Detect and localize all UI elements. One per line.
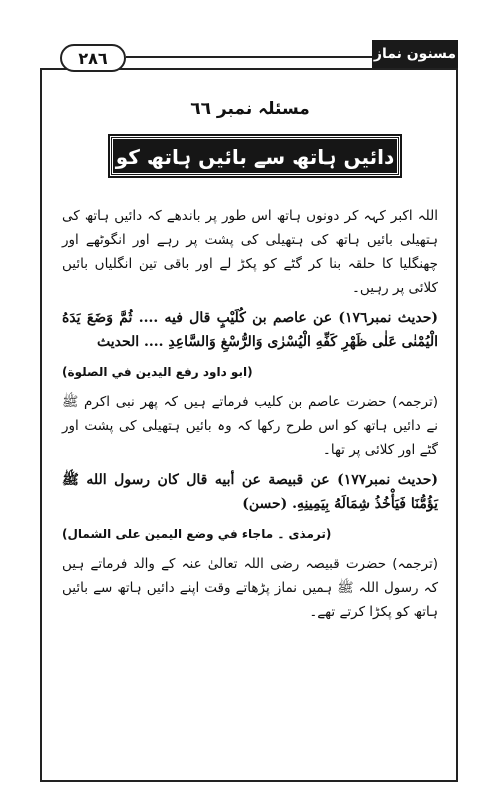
book-title: مسنون نماز حنفی [372,40,458,68]
header-rule [126,56,372,58]
intro-paragraph: اللہ اکبر کہہ کر دونوں ہاتھ اس طور پر باندھے کہ دائیں ہاتھ کی ہتھیلی بائیں ہاتھ کی ہتھیلی کی پشت پر رہے اور انگوٹھے اور چھنگلیا کا حلقہ بنا کر گٹے کو پکڑ لے اور باقی تین انگلیاں بائیں کلائی پر رہیں۔ [62,208,438,296]
hadith-177: (حدیث نمبر١٧٧) عن قبيصة عن أبيه قال كان رسول الله ﷺ يَؤُمُّنَا فَيَأْخُذُ شِمَالَهُ بِيَمِينِهِ. (حسن) [62,472,438,512]
hadith-177-reference: (ترمذی ۔ ماجاء في وضع اليمين على الشمال) [62,527,332,541]
masala-number: مسئلہ نمبر ٦٦ [190,99,310,119]
hadith-176-reference: (ابو داود رفع اليدين في الصلوة) [62,365,253,379]
page-number: ٢٨٦ [60,44,126,72]
body-text [62,204,438,630]
chapter-heading: دائیں ہاتھ سے بائیں ہاتھ کو پکڑنا [110,136,400,176]
hadith-177-translation: (ترجمہ) حضرت قبیصہ رضی اللہ تعالیٰ عنہ کے والد فرماتے ہیں کہ رسول اللہ ﷺ ہمیں نماز پڑھاتے وقت اپنے دائیں ہاتھ سے بائیں ہاتھ کو پکڑا کرتے تھے۔ [62,556,438,620]
hadith-176-translation: (ترجمہ) حضرت عاصم بن کلیب فرماتے ہیں کہ پھر نبی اکرم ﷺ نے دائیں ہاتھ کو اس طرح رکھا کہ وہ بائیں ہتھیلی کی پشت اور گٹے اور کلائی پر تھا۔ [62,394,438,458]
hadith-176: (حدیث نمبر١٧٦) عن عاصم بن كُلَيْبٍ قال فيه .... ثُمَّ وَضَعَ يَدَهُ الْيُمْنٰى عَلٰى ظَهْرِ كَفِّهِ الْيُسْرٰى وَالرُّسْغِ وَالسَّاعِدِ .... الحديث [62,310,438,350]
